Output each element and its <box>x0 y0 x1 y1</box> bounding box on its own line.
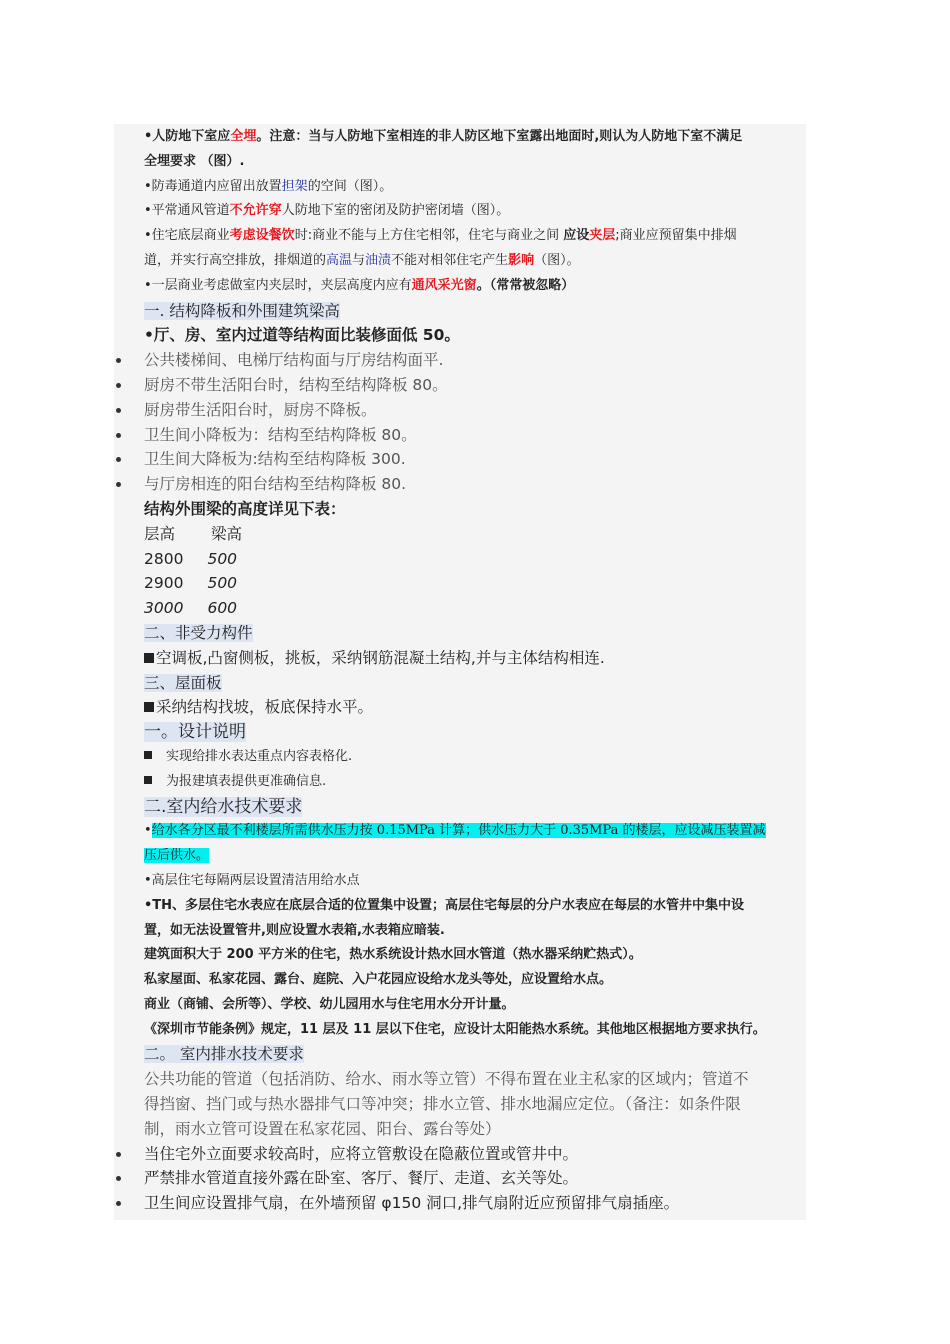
heading-text: 三、屋面板 <box>144 673 222 692</box>
structure-intro: •厅、房、室内过道等结构面比装修面低 50。 <box>144 326 460 345</box>
text: •防毒通道内应留出放置 <box>144 178 282 194</box>
text: 时:商业不能与上方住宅相邻，住宅与商业之间 <box>294 228 564 244</box>
column-header-floor: 层高 <box>144 524 176 543</box>
civil-defense-line-7 <box>144 274 808 299</box>
cell-floor: 3000 <box>144 599 184 618</box>
highlight-cyan: 压后供水。 <box>144 848 210 864</box>
list-item: 当住宅外立面要求较高时，应将立管敷设在隐蔽位置或管井中。 <box>144 1142 808 1167</box>
text: 不能对相邻住宅产生 <box>391 252 509 268</box>
cell-beam: 500 <box>207 549 238 568</box>
list-item: 厨房不带生活阳台时，结构至结构降板 80。 <box>144 373 808 398</box>
design-item <box>144 745 808 770</box>
civil-defense-line-5 <box>144 224 808 249</box>
non-load-text <box>144 646 808 671</box>
text: •平常通风管道 <box>144 203 230 219</box>
structure-heading <box>144 299 808 324</box>
list-item: 厨房带生活阳台时，厨房不降板。 <box>144 398 808 423</box>
text: ;商业应预留集中排烟 <box>615 228 737 244</box>
text: 为报建填表提供更准确信息. <box>166 773 327 789</box>
roof-text <box>144 695 808 720</box>
highlight-blue: 油渍 <box>365 252 392 268</box>
text: •一层商业考虑做室内夹层时，夹层高度内应有 <box>144 277 412 293</box>
highlight-blue: 高温 <box>326 252 353 268</box>
water-supply-p4: 建筑面积大于 200 平方米的住宅，热水系统设计热水回水管道（热水器采纳贮热式）。 <box>144 947 642 963</box>
text: 实现给排水表达重点内容表格化. <box>166 748 353 764</box>
civil-defense-line-3 <box>144 175 808 200</box>
drainage-p2: 得挡窗、挡门或与热水器排气口等冲突；排水立管、排水地漏应定位。（备注：如条件限 <box>144 1095 741 1114</box>
highlight-red: 全埋 <box>230 129 257 144</box>
text: 采纳结构找坡，板底保持水平。 <box>156 698 374 717</box>
square-bullet-icon <box>144 702 154 712</box>
column-header-beam: 梁高 <box>211 524 243 543</box>
table-row <box>144 547 808 572</box>
civil-defense-line-1 <box>144 125 808 150</box>
water-supply-highlight-2 <box>144 844 808 869</box>
heading-text: 二、非受力构件 <box>144 623 253 642</box>
civil-defense-line-4 <box>144 199 808 224</box>
highlight-blue: 担架 <box>281 178 308 194</box>
water-supply-p3: 置，如无法设置管井,则应设置水表箱,水表箱应暗装. <box>144 922 445 938</box>
list-item: 公共楼梯间、电梯厅结构面与厅房结构面平. <box>144 348 808 373</box>
text: 人防地下室的密闭及防护密闭墙（图）。 <box>281 203 510 219</box>
drainage-p1: 公共功能的管道（包括消防、给水、雨水等立管）不得布置在业主私家的区域内；管道不 <box>144 1070 749 1089</box>
beam-table-title: 结构外围梁的高度详见下表： <box>144 499 346 518</box>
water-supply-p5: 私家屋面、私家花园、露台、庭院、入户花园应设给水龙头等处，应设置给水点。 <box>144 972 613 988</box>
highlight-red: 通风采光窗 <box>411 277 477 293</box>
square-bullet-icon <box>144 653 154 663</box>
list-item: 与厅房相连的阳台结构至结构降板 80. <box>144 472 808 497</box>
square-bullet-icon <box>144 776 152 784</box>
highlight-red: 考虑设餐饮 <box>229 228 295 244</box>
heading-text: 二.室内给水技术要求 <box>144 796 303 817</box>
text-bold: 。（常常被忽略） <box>476 277 575 293</box>
text: 。注意：当与人防地下室相连的非人防区地下室露出地面时,则认为人防地下室不满足 <box>256 129 743 144</box>
text: •住宅底层商业 <box>144 228 230 244</box>
civil-defense-line-6 <box>144 249 808 274</box>
design-heading <box>144 720 808 745</box>
list-item: 卫生间应设置排气扇，在外墙预留 φ150 洞口,排气扇附近应预留排气扇插座。 <box>144 1191 808 1216</box>
table-row <box>144 596 808 621</box>
beam-table-header <box>144 522 808 547</box>
heading-text: 一. 结构降板和外围建筑梁高 <box>144 301 340 320</box>
list-item: 严禁排水管道直接外露在卧室、客厅、餐厅、走道、玄关等处。 <box>144 1166 808 1191</box>
square-bullet-icon <box>144 751 152 759</box>
highlight-red: 不允许穿 <box>229 203 282 219</box>
civil-defense-line-2: 全埋要求 （图）. <box>144 153 245 169</box>
water-supply-p7: 《深圳市节能条例》规定，11 层及 11 层以下住宅，应设计太阳能热水系统。其他地区根据地方要求执行。 <box>144 1021 766 1037</box>
list-item: 卫生间小降板为：结构至结构降板 80。 <box>144 423 808 448</box>
water-supply-p6: 商业（商铺、会所等）、学校、幼儿园用水与住宅用水分开计量。 <box>144 996 515 1012</box>
cell-floor: 2800 <box>144 549 184 568</box>
non-load-heading <box>144 621 808 646</box>
highlight-red: 影响 <box>508 252 535 268</box>
list-item: 卫生间大降板为:结构至结构降板 300. <box>144 447 808 472</box>
heading-text: 二。 室内排水技术要求 <box>144 1045 304 1064</box>
water-supply-heading <box>144 795 808 820</box>
design-item <box>144 770 808 795</box>
text: 与 <box>352 252 366 268</box>
water-supply-p2: •TH、多层住宅水表应在底层合适的位置集中设置；高层住宅每层的分户水表应在每层的水管井中集中设 <box>144 897 745 913</box>
text: （图）。 <box>534 252 580 268</box>
water-supply-p1: •高层住宅每隔两层设置清洁用给水点 <box>144 872 360 888</box>
highlight-cyan: 给水各分区最不利楼层所需供水压力按 0.15MPa 计算；供水压力大于 0.35MPa 的楼层，应设减压装置减 <box>151 823 766 839</box>
drainage-p3: 制，雨水立管可设置在私家花园、阳台、露台等处） <box>144 1119 501 1138</box>
table-row <box>144 571 808 596</box>
cell-floor: 2900 <box>144 574 184 593</box>
heading-text: 一。设计说明 <box>144 722 246 743</box>
text: 的空间（图）。 <box>307 178 393 194</box>
water-supply-highlight-1: •给水各分区最不利楼层所需供水压力按 0.15MPa 计算；供水压力大于 0.35MPa 的楼层，应设减压装置减 <box>144 823 766 839</box>
text: 道，并实行高空排放，排烟道的 <box>144 252 327 268</box>
text: •人防地下室应 <box>144 129 231 144</box>
cell-beam: 500 <box>207 574 238 593</box>
cell-beam: 600 <box>207 599 238 618</box>
drainage-heading <box>144 1042 808 1067</box>
text-bold: 应设 <box>563 228 590 244</box>
text: 空调板,凸窗侧板，挑板，采纳钢筋混凝土结构,并与主体结构相连. <box>156 648 605 667</box>
roof-heading <box>144 671 808 696</box>
highlight-red: 夹层 <box>589 228 616 244</box>
document-body <box>144 125 808 1216</box>
